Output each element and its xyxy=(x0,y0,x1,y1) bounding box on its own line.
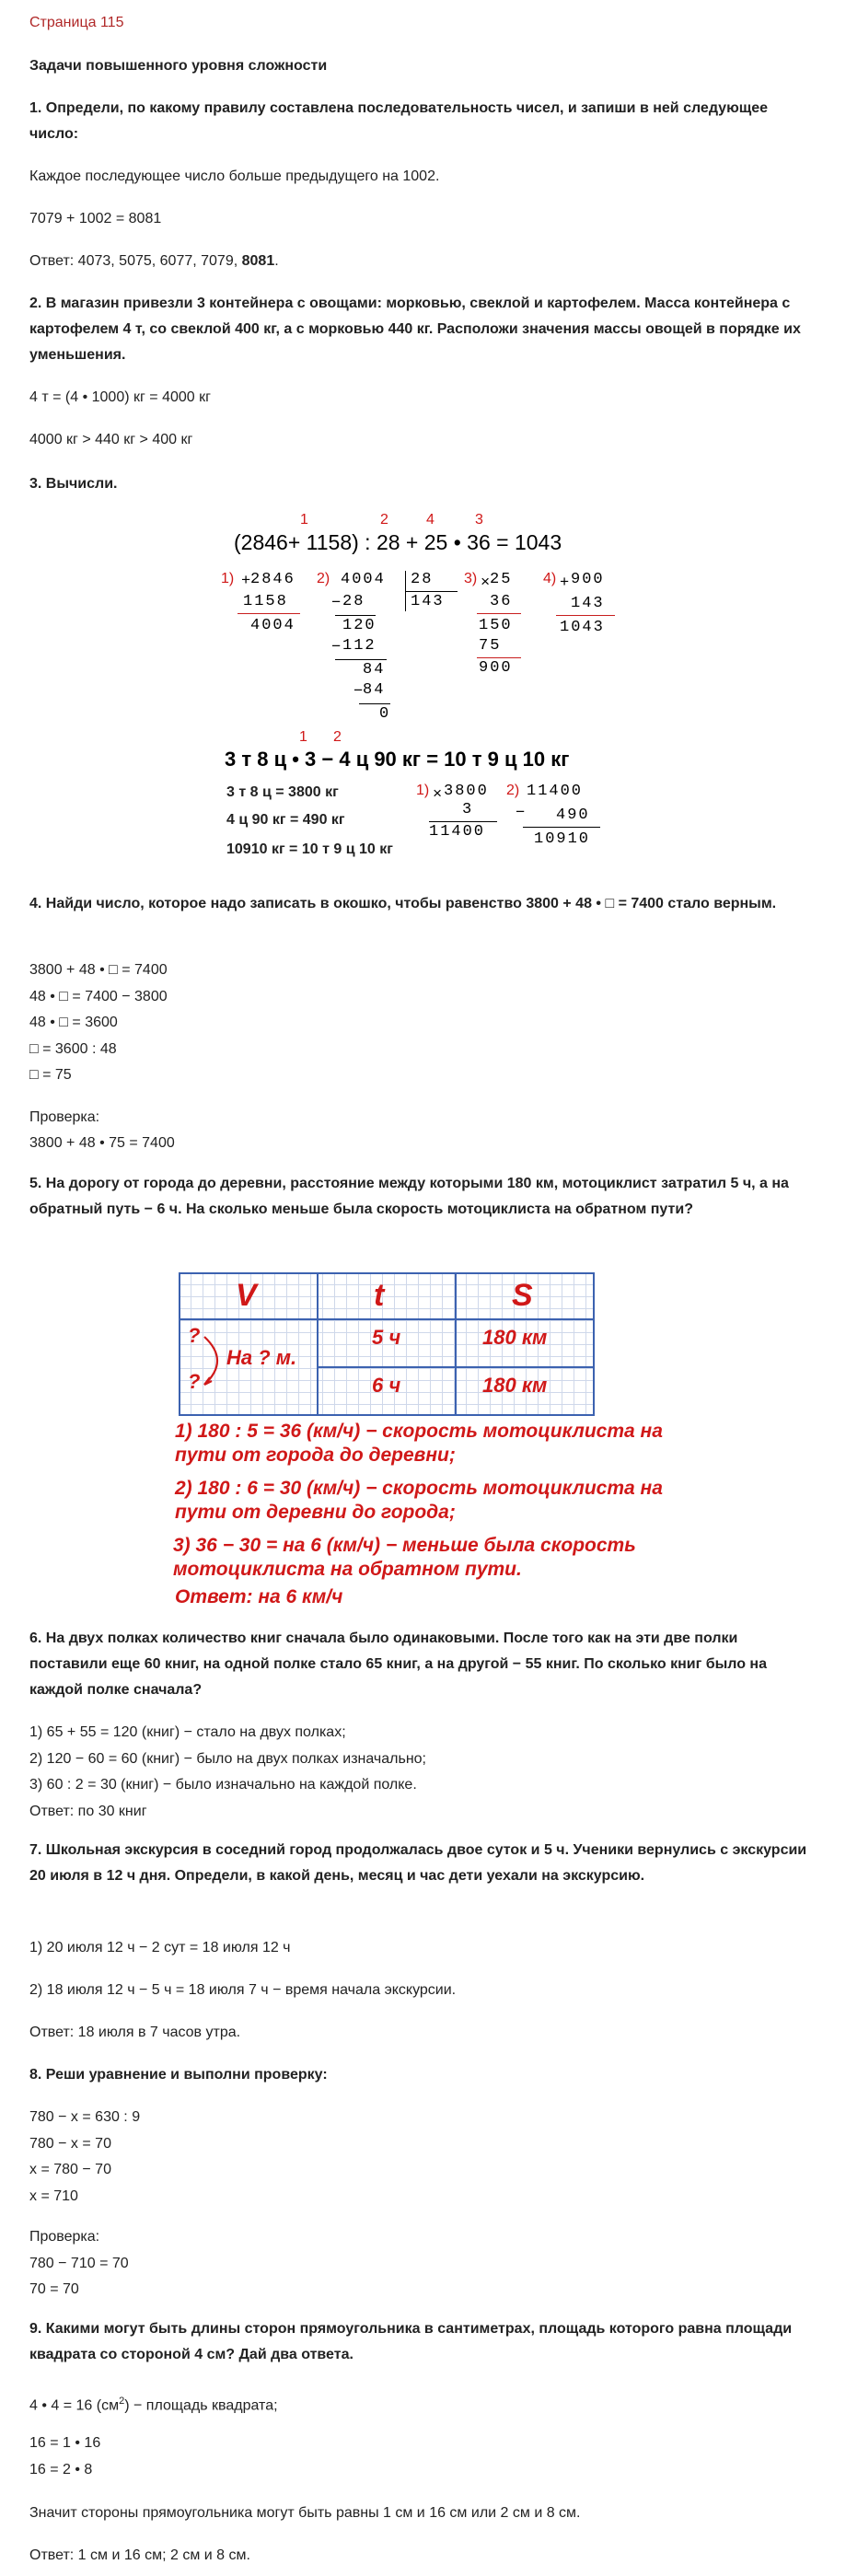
task8-solution xyxy=(29,2105,812,2210)
task1-calc: 7079 + 1002 = 8081 xyxy=(29,211,162,226)
task5-step2: 2) 180 : 6 = 30 (км/ч) − скорость мотоциклиста на пути от деревни до города; xyxy=(175,1478,663,1523)
column-number: 143 xyxy=(571,595,605,612)
factor-line: 16 = 2 • 8 xyxy=(29,2461,93,2477)
solution-line: Ответ: по 30 книг xyxy=(29,1803,147,1819)
column-number: 900 xyxy=(479,659,513,677)
step-label: 4) xyxy=(543,571,557,586)
order-mark: 1 xyxy=(299,729,307,745)
conversion-line: 4 ц 90 кг = 490 кг xyxy=(226,812,345,828)
task9-answer: Ответ: 1 см и 16 см; 2 см и 8 см. xyxy=(29,2547,250,2563)
task9-title: 9. Какими могут быть длины сторон прямоугольника в сантиметрах, площадь которого равна площади квадрата со стороной 4 см? Дай два ответа. xyxy=(29,2321,793,2362)
quotient: 143 xyxy=(411,593,445,610)
check-line: 780 − 710 = 70 xyxy=(29,2255,129,2271)
solution-line: 48 • □ = 7400 − 3800 xyxy=(29,988,168,1004)
order-mark: 1 xyxy=(300,512,308,528)
division-row: 28 xyxy=(342,593,365,610)
task5-step1: 1) 180 : 5 = 36 (км/ч) − скорость мотоциклиста на пути от города до деревни; xyxy=(175,1421,663,1466)
column-number: 36 xyxy=(490,593,513,610)
column-number: 10910 xyxy=(534,830,591,848)
task4-check: 3800 + 48 • 75 = 7400 xyxy=(29,1135,175,1151)
column-number: 900 xyxy=(571,571,605,588)
conversion-line: 3 т 8 ц = 3800 кг xyxy=(226,784,339,800)
header-v: V xyxy=(236,1278,257,1313)
column-number: 3 xyxy=(462,801,474,818)
task3-title: 3. Вычисли. xyxy=(29,476,118,492)
solution-line: 780 − x = 70 xyxy=(29,2135,111,2152)
division-row: 84 xyxy=(363,681,386,699)
task4-solution xyxy=(29,957,812,1089)
page-title[interactable]: Страница 115 xyxy=(29,15,124,30)
task7-answer: Ответ: 18 июля в 7 часов утра. xyxy=(29,2025,241,2040)
task9-factors xyxy=(29,2431,812,2483)
dividend: 4004 xyxy=(341,571,386,588)
section-title: Задачи повышенного уровня сложности xyxy=(29,58,328,74)
task7-line2: 2) 18 июля 12 ч − 5 ч = 18 июля 7 ч − время начала экскурсии. xyxy=(29,1982,457,1998)
task2-line1: 4 т = (4 • 1000) кг = 4000 кг xyxy=(29,389,211,405)
solution-line: 3800 + 48 • □ = 7400 xyxy=(29,962,168,978)
header-t: t xyxy=(374,1278,385,1313)
task8-check xyxy=(29,2224,812,2303)
task1-rule: Каждое последующее число больше предыдущего на 1002. xyxy=(29,168,440,184)
division-row: 84 xyxy=(363,661,386,679)
task1-title: 1. Определи, по какому правилу составлена последовательность чисел, и запиши в ней следующее число: xyxy=(29,100,769,142)
solution-line: 780 − x = 630 : 9 xyxy=(29,2109,141,2125)
solution-line: 3) 60 : 2 = 30 (книг) − было изначально на каждой полке. xyxy=(29,1777,417,1793)
task6-solution xyxy=(29,1720,812,1825)
step-label: 1) xyxy=(221,571,235,586)
task1-answer: Ответ: 4073, 5075, 6077, 7079, 8081. xyxy=(29,253,279,269)
solution-line: 48 • □ = 3600 xyxy=(29,1015,118,1030)
header-s: S xyxy=(512,1278,533,1313)
check-label: Проверка: xyxy=(29,2229,100,2245)
task5-answer: Ответ: на 6 км/ч xyxy=(175,1586,343,1607)
column-number: 2846 xyxy=(250,571,296,588)
time-cell: 5 ч xyxy=(372,1326,401,1349)
order-mark: 4 xyxy=(426,512,435,528)
column-number: 4004 xyxy=(250,617,296,634)
step-label: 2) xyxy=(506,783,520,798)
step-label: 1) xyxy=(416,783,430,798)
order-mark: 2 xyxy=(333,729,342,745)
difference-label: На ? м. xyxy=(226,1346,297,1369)
task9-area: 4 • 4 = 16 $(см^2)$ − площадь квадрата; xyxy=(29,2396,278,2414)
distance-cell: 180 км xyxy=(482,1326,548,1349)
solution-line: 1) 65 + 55 = 120 (книг) − стало на двух полках; xyxy=(29,1724,346,1740)
factor-line: 16 = 1 • 16 xyxy=(29,2435,101,2451)
task5-title: 5. На дорогу от города до деревни, расстояние между которыми 180 км, мотоциклист затратил 5 ч, а на обратный путь − 6 ч. На сколько меньше была скорость мотоциклиста на обратном пути? xyxy=(29,1176,789,1217)
solution-line: x = 710 xyxy=(29,2187,78,2204)
column-number: 3800 xyxy=(444,783,489,800)
task4-title: 4. Найди число, которое надо записать в окошко, чтобы равенство 3800 + 48 • □ = 7400 стало верным. xyxy=(29,896,777,911)
task6-title: 6. На двух полках количество книг сначала было одинаковыми. После того как на эти две полки поставили еще 60 книг, на одной полке стало 65 книг, а на другой − 55 книг. По сколько книг было на каждой полке сначала? xyxy=(29,1630,767,1698)
divisor: 28 xyxy=(411,571,434,588)
task5-step3: 3) 36 − 30 = на 6 (км/ч) − меньше была скорость мотоциклиста на обратном пути. xyxy=(173,1535,636,1580)
column-number: 1158 xyxy=(243,593,288,610)
task2-line2: 4000 кг > 440 кг > 400 кг xyxy=(29,432,193,447)
column-number: 25 xyxy=(490,571,513,588)
main-expression: (2846+ 1158) : 28 + 25 • 36 = 1043 xyxy=(234,530,562,554)
time-cell: 6 ч xyxy=(372,1374,401,1397)
conversion-line: 10910 кг = 10 т 9 ц 10 кг xyxy=(226,841,393,857)
solution-line: □ = 3600 : 48 xyxy=(29,1040,117,1057)
solution-line: 2) 120 − 60 = 60 (книг) − было на двух полках изначально; xyxy=(29,1750,426,1767)
step-label: 2) xyxy=(317,571,330,586)
task8-title: 8. Реши уравнение и выполни проверку: xyxy=(29,2067,328,2083)
column-number: 1043 xyxy=(560,619,605,636)
column-number: 490 xyxy=(556,806,590,824)
solution-line: □ = 75 xyxy=(29,1067,72,1083)
second-expression: 3 т 8 ц • 3 − 4 ц 90 кг = 10 т 9 ц 10 кг xyxy=(225,748,570,771)
unknown-speed: ? xyxy=(188,1370,201,1393)
task5-table xyxy=(179,1272,595,1416)
task4-check-label: Проверка: xyxy=(29,1109,100,1125)
division-row: 112 xyxy=(342,637,377,655)
unknown-speed: ? xyxy=(188,1324,201,1347)
task7-line1: 1) 20 июля 12 ч − 2 сут = 18 июля 12 ч xyxy=(29,1940,291,1955)
distance-cell: 180 км xyxy=(482,1374,548,1397)
step-label: 3) xyxy=(464,571,478,586)
division-row: 0 xyxy=(379,705,391,723)
check-line: 70 = 70 xyxy=(29,2281,79,2297)
task9-conclusion: Значит стороны прямоугольника могут быть равны 1 см и 16 см или 2 см и 8 см. xyxy=(29,2505,581,2521)
solution-line: x = 780 − 70 xyxy=(29,2162,111,2177)
column-number: 75 xyxy=(479,637,502,655)
division-row: 120 xyxy=(342,617,377,634)
task7-title: 7. Школьная экскурсия в соседний город продолжалась двое суток и 5 ч. Ученики вернулись с экскурсии 20 июля в 12 ч дня. Определи, в какой день, месяц и час дети уехали на экскурсию. xyxy=(29,1842,807,1884)
order-mark: 3 xyxy=(475,512,483,528)
column-number: 11400 xyxy=(429,823,486,841)
column-number: 11400 xyxy=(527,783,584,800)
order-mark: 2 xyxy=(380,512,388,528)
column-number: 150 xyxy=(479,617,513,634)
task2-title: 2. В магазин привезли 3 контейнера с овощами: морковью, свеклой и картофелем. Масса контейнера с картофелем 4 т, со свеклой 400 кг, а с морковью 440 кг. Расположи значения массы овощей в порядке их уменьшения. xyxy=(29,296,801,363)
